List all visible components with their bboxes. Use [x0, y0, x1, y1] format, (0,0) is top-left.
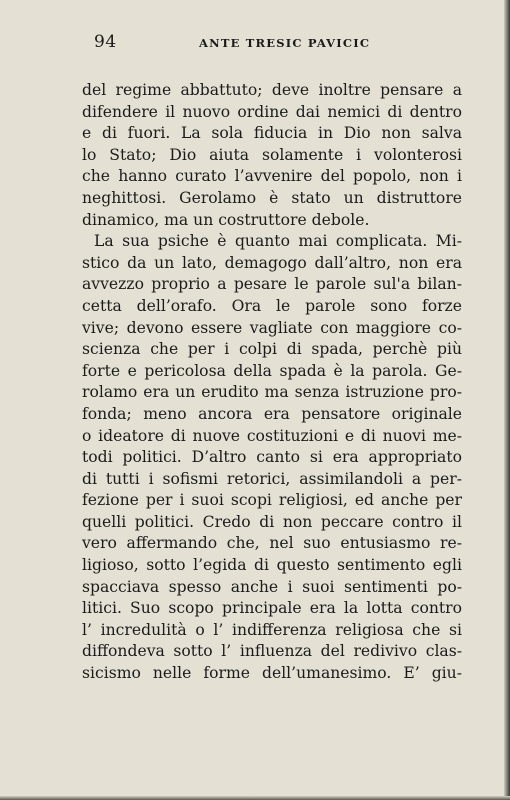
text-line: diffondeva sotto l’ influenza del redivivo clas-	[82, 642, 462, 661]
text-line: stico da un lato, demagogo dall’altro, non era	[82, 253, 462, 272]
text-line: forte e pericolosa della spada è la parola. Ge-	[82, 361, 462, 380]
text-line: difendere il nuovo ordine dai nemici di dentro	[82, 102, 462, 121]
text-line: che hanno curato l’avvenire del popolo, non i	[82, 167, 462, 186]
text-line: cetta dell’orafo. Ora le parole sono forze	[82, 296, 462, 315]
text-line: sicismo nelle forme dell’umanesimo. E’ giu-	[82, 664, 462, 683]
text-line: La sua psiche è quanto mai complicata. Mi-	[94, 232, 462, 251]
text-line: avvezzo proprio a pesare le parole sul'a bilan-	[82, 275, 462, 294]
text-line: todi politici. D’altro canto si era appropriato	[82, 448, 462, 467]
page-header	[94, 32, 474, 54]
text-line: scienza che per i colpi di spada, perchè più	[82, 340, 462, 359]
text-line: quelli politici. Credo di non peccare contro il	[82, 512, 462, 531]
text-line: e di fuori. La sola fiducia in Dio non salva	[82, 124, 462, 143]
text-line: fezione per i suoi scopi religiosi, ed anche per	[82, 491, 462, 510]
body-text	[82, 80, 462, 685]
page-bottom-shadow	[0, 796, 510, 800]
text-line: l’ incredulità o l’ indifferenza religiosa che si	[82, 620, 462, 639]
text-line: rolamo era un erudito ma senza istruzione pro-	[82, 383, 462, 402]
text-line: vero affermando che, nel suo entusiasmo re-	[82, 534, 462, 553]
text-line: di tutti i sofismi retorici, assimilandoli a per-	[82, 469, 462, 488]
text-line: ligioso, sotto l’egida di questo sentimento egli	[82, 556, 462, 575]
page-edge-shadow	[504, 0, 510, 800]
text-line: fonda; meno ancora era pensatore originale	[82, 404, 462, 423]
text-line: spacciava spesso anche i suoi sentimenti po-	[82, 577, 462, 596]
text-line: neghittosi. Gerolamo è stato un distruttore	[82, 188, 462, 207]
text-line: litici. Suo scopo principale era la lotta contro	[82, 599, 462, 618]
running-head: ANTE TRESIC PAVICIC	[199, 36, 371, 50]
text-line: del regime abbattuto; deve inoltre pensare a	[82, 81, 462, 99]
text-line: o ideatore di nuove costituzioni e di nuovi me-	[82, 426, 462, 445]
text-line: dinamico, ma un costruttore debole.	[82, 210, 370, 229]
text-line: lo Stato; Dio aiuta solamente i volonterosi	[82, 145, 462, 164]
text-line: vive; devono essere vagliate con maggiore co-	[82, 318, 462, 337]
page-number: 94	[94, 32, 117, 52]
